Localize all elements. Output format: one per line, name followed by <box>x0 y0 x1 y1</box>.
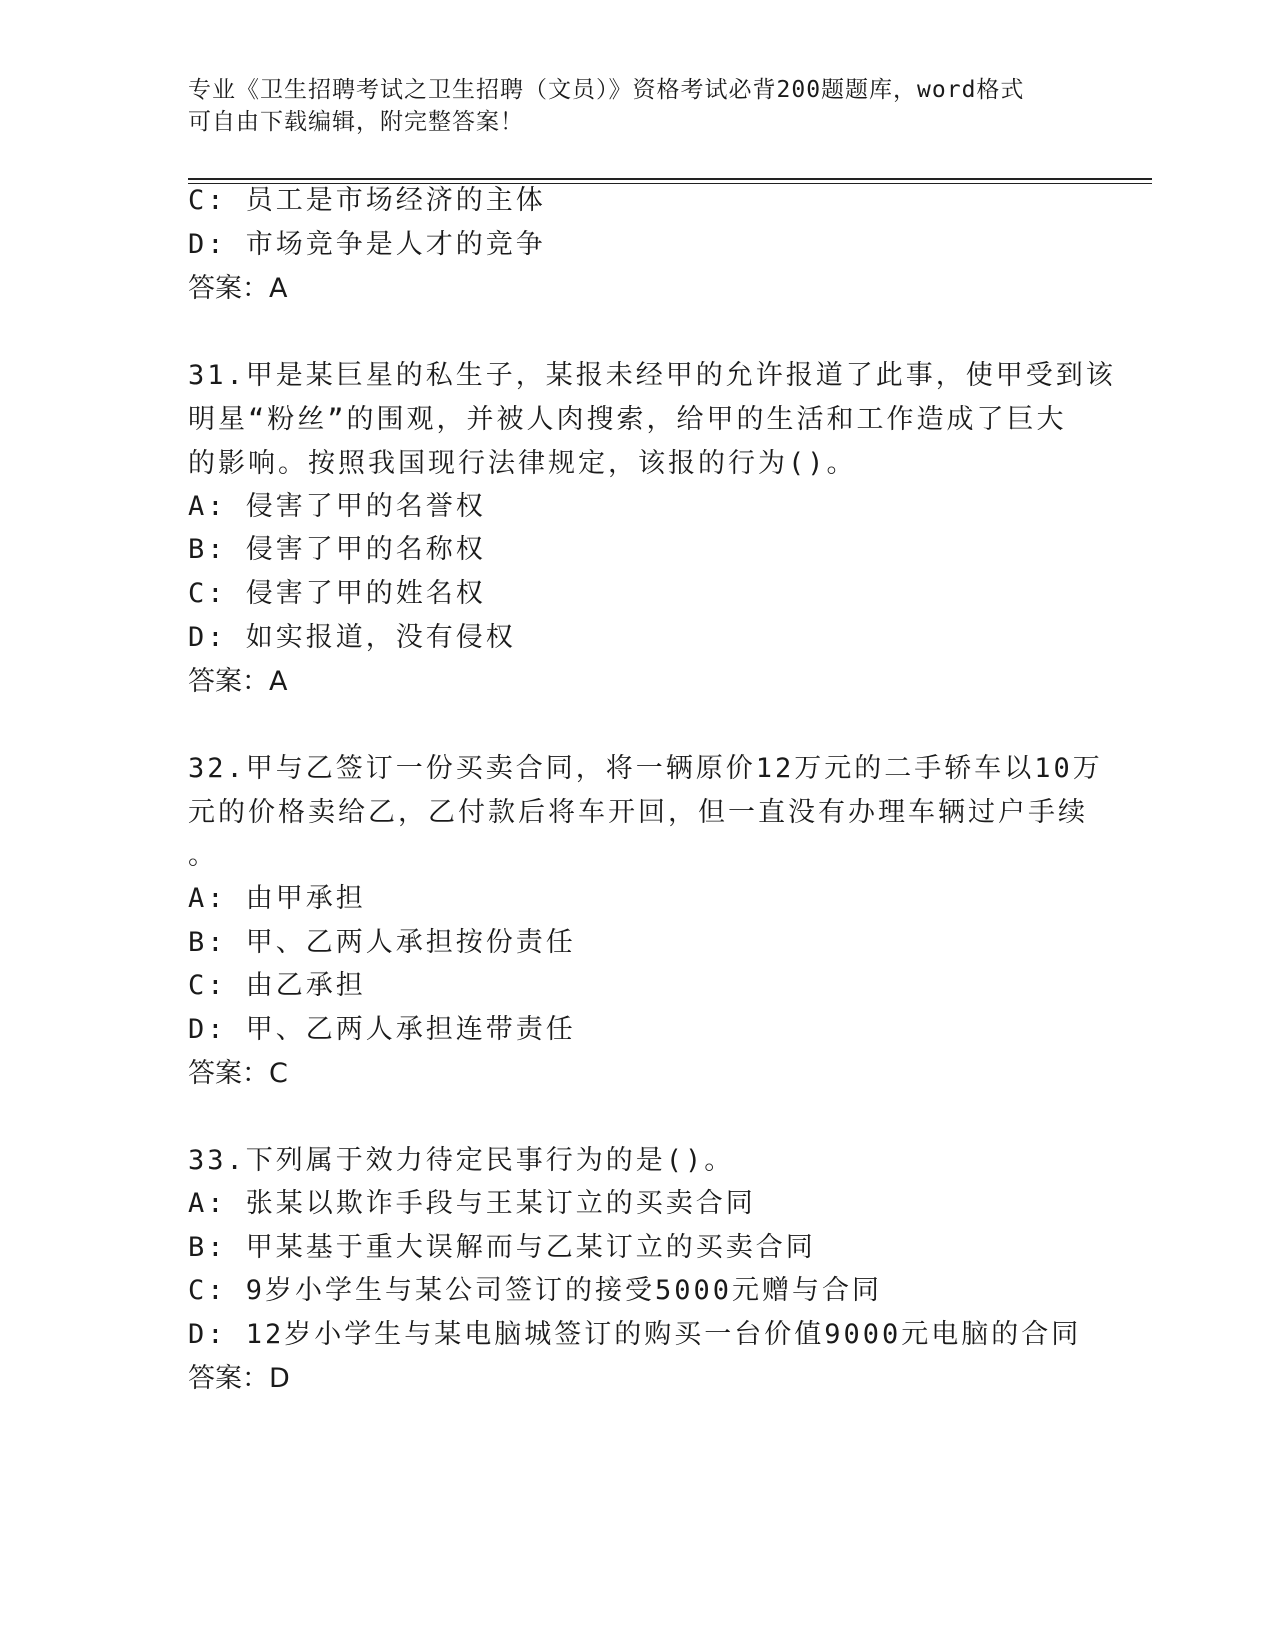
q31-stem-line-2: 明星“粉丝”的围观，并被人肉搜索，给甲的生活和工作造成了巨大 <box>188 404 1067 435</box>
header-divider-thick <box>188 178 1152 180</box>
q31-option-d: D: 如实报道，没有侵权 <box>188 622 516 653</box>
q31-option-a: A: 侵害了甲的名誉权 <box>188 491 486 522</box>
q31-answer: 答案：A <box>188 666 288 697</box>
q33-option-d: D: 12岁小学生与某电脑城签订的购买一台价值9000元电脑的合同 <box>188 1319 1082 1350</box>
carryover-answer: 答案：A <box>188 273 288 304</box>
carryover-option-d: D: 市场竞争是人才的竞争 <box>188 229 546 260</box>
q31-option-b: B: 侵害了甲的名称权 <box>188 534 486 565</box>
q33-stem-line-1: 33.下列属于效力待定民事行为的是()。 <box>188 1145 735 1176</box>
header-line-1: 专业《卫生招聘考试之卫生招聘（文员）》资格考试必背200题题库，word格式 <box>188 77 1025 103</box>
q32-stem-line-2: 元的价格卖给乙，乙付款后将车开回，但一直没有办理车辆过户手续 <box>188 797 1088 828</box>
q33-option-b: B: 甲某基于重大误解而与乙某订立的买卖合同 <box>188 1232 816 1263</box>
carryover-option-c: C: 员工是市场经济的主体 <box>188 185 546 216</box>
q31-stem-line-3: 的影响。按照我国现行法律规定，该报的行为()。 <box>188 448 857 479</box>
document-header <box>188 74 1068 138</box>
q32-stem-line-3: 。 <box>188 840 218 871</box>
q32-option-a: A: 由甲承担 <box>188 883 366 914</box>
q33-option-a: A: 张某以欺诈手段与王某订立的买卖合同 <box>188 1188 756 1219</box>
q32-stem-line-1: 32.甲与乙签订一份买卖合同，将一辆原价12万元的二手轿车以10万 <box>188 753 1103 784</box>
q33-answer: 答案：D <box>188 1363 290 1394</box>
header-line-2: 可自由下载编辑，附完整答案！ <box>188 109 524 135</box>
q31-option-c: C: 侵害了甲的姓名权 <box>188 578 486 609</box>
q32-option-b: B: 甲、乙两人承担按份责任 <box>188 927 576 958</box>
q32-option-d: D: 甲、乙两人承担连带责任 <box>188 1014 576 1045</box>
q31-stem-line-1: 31.甲是某巨星的私生子，某报未经甲的允许报道了此事，使甲受到该 <box>188 360 1116 391</box>
q33-option-c: C: 9岁小学生与某公司签订的接受5000元赠与合同 <box>188 1275 883 1306</box>
q32-answer: 答案：C <box>188 1058 288 1089</box>
q32-option-c: C: 由乙承担 <box>188 970 366 1001</box>
